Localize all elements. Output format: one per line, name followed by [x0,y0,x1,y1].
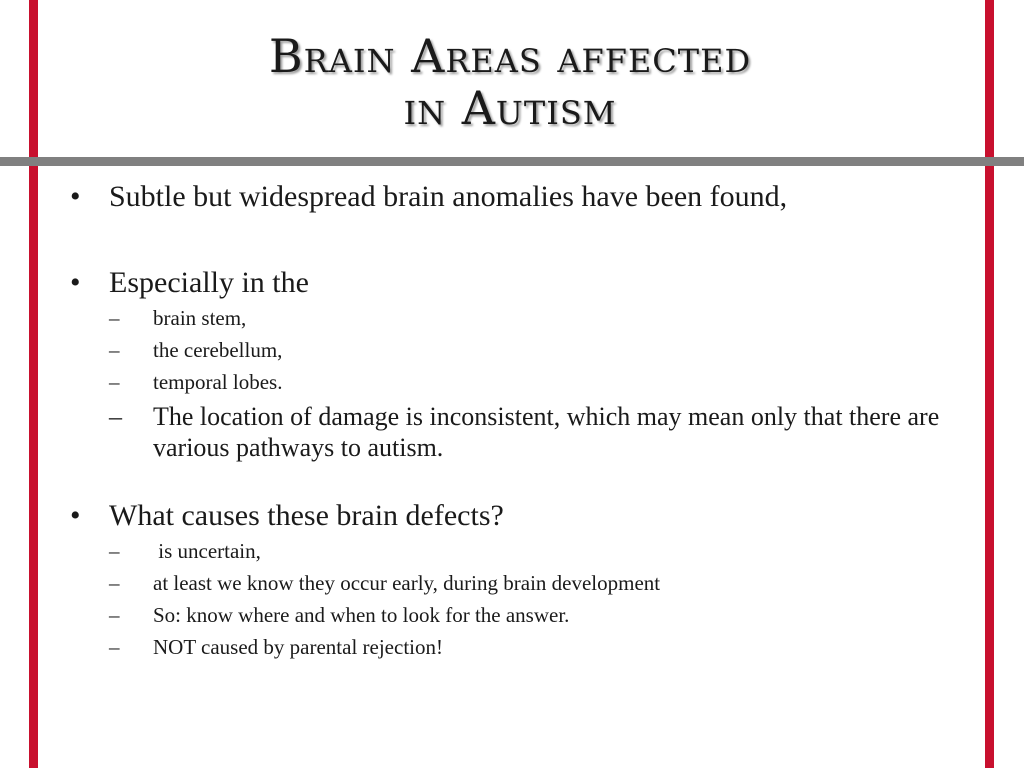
title-line-2: in Autism [403,81,617,135]
dash-marker: – [109,635,120,659]
sub-item [109,570,970,596]
dash-marker: – [109,402,122,431]
bullet-text: Subtle but widespread brain anomalies have been found, [109,180,788,213]
dash-marker: – [109,571,120,595]
sub-item-text: The location of damage is inconsistent, which may mean only that there are various pathways to autism. [153,402,940,462]
sub-item [109,634,970,660]
dash-marker: – [109,370,120,394]
bullet-text: Especially in the [109,266,309,299]
bullet-item [70,499,970,533]
dash-marker: – [109,539,120,563]
sub-item-text: temporal lobes. [153,370,283,394]
sub-item-text: the cerebellum, [153,338,283,362]
slide-title [40,30,980,134]
left-red-border [29,0,38,768]
dash-marker: – [109,338,120,362]
title-divider [0,157,1024,166]
right-red-border [985,0,994,768]
sub-item-text: brain stem, [153,306,247,330]
sub-list [109,305,970,463]
slide-body [70,180,970,666]
bullet-item [70,180,970,214]
sub-item-text: So: know where and when to look for the answer. [153,603,570,627]
sub-item-text: at least we know they occur early, during brain development [153,571,661,595]
title-line-1: Brain Areas affected [268,29,752,83]
sub-item [109,337,970,363]
dash-marker: – [109,603,120,627]
bullet-item [70,266,970,300]
bullet-marker: • [70,180,81,213]
sub-item [109,369,970,395]
bullet-marker: • [70,266,81,299]
sub-item [109,602,970,628]
sub-item [109,401,970,463]
dash-marker: – [109,306,120,330]
bullet-marker: • [70,499,81,532]
bullet-text: What causes these brain defects? [109,499,504,532]
sub-item-text: is uncertain, [153,539,261,563]
sub-item-text: NOT caused by parental rejection! [153,635,443,659]
sub-list [109,538,970,660]
sub-item [109,538,970,564]
sub-item [109,305,970,331]
